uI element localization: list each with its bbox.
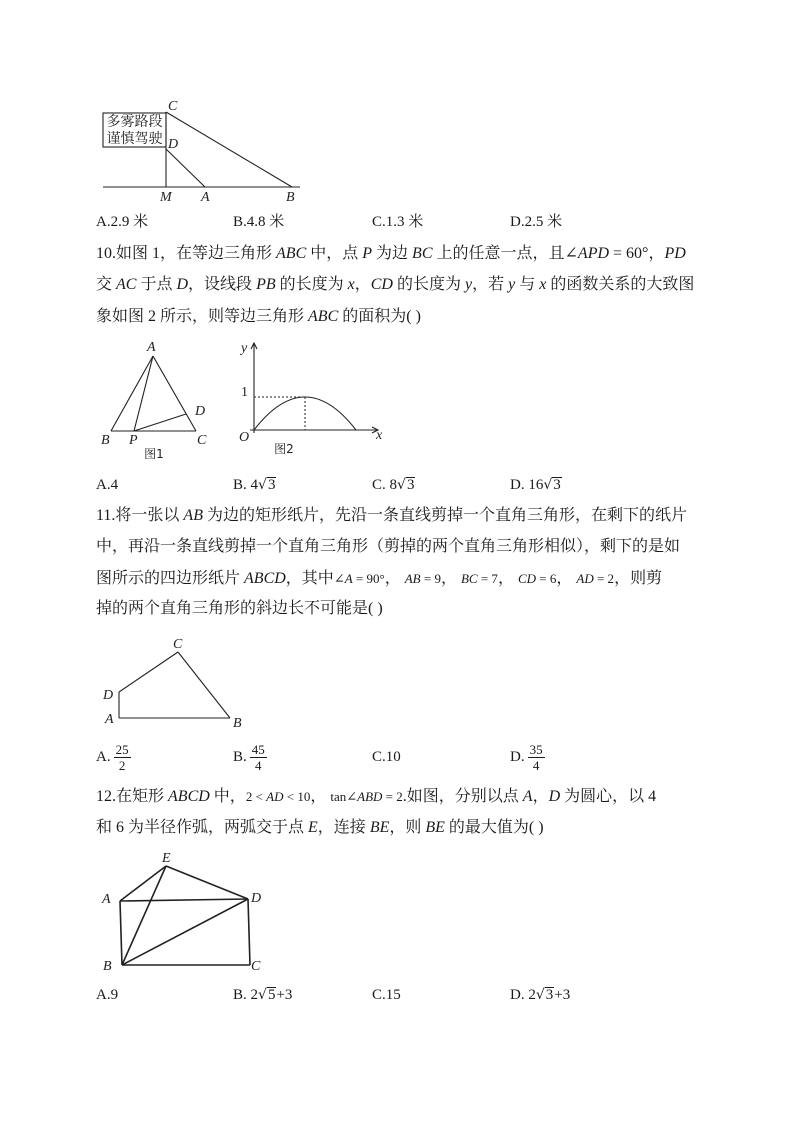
q12-option-c: C.15 bbox=[372, 987, 401, 1003]
point-label-E: E bbox=[162, 851, 171, 866]
q11-text-line2 bbox=[96, 537, 680, 557]
text-segment: 中，点 bbox=[306, 245, 363, 262]
segment-AB bbox=[111, 356, 153, 431]
text-segment: y bbox=[465, 276, 473, 293]
text-segment: ， bbox=[384, 570, 405, 587]
text-segment: ABC bbox=[276, 245, 307, 262]
y-tick-label: 1 bbox=[241, 385, 248, 400]
q9-option-d: D.2.5 米 bbox=[510, 214, 563, 230]
text-segment: ，其中 bbox=[285, 570, 334, 587]
text-segment: ， bbox=[354, 276, 371, 293]
q12-figure bbox=[101, 851, 261, 974]
figure-caption: 图2 bbox=[274, 442, 294, 456]
q11-option-a bbox=[96, 739, 131, 775]
text-segment: A bbox=[344, 571, 353, 586]
segment-DC bbox=[119, 652, 178, 692]
text-segment: 为圆心，以 4 bbox=[560, 788, 657, 805]
square-root bbox=[536, 985, 554, 1005]
option-letter: D. bbox=[510, 749, 525, 765]
text-segment: ，连接 bbox=[317, 819, 370, 836]
text-segment: AB bbox=[404, 571, 421, 586]
text-segment: = 9 bbox=[420, 571, 441, 586]
q10-text-line3 bbox=[96, 307, 421, 327]
text-segment: tan∠ bbox=[330, 789, 358, 804]
point-label-D: D bbox=[103, 688, 114, 703]
coefficient: 2 bbox=[250, 987, 259, 1003]
point-label-M: M bbox=[160, 190, 172, 205]
text-segment: ，则 bbox=[389, 819, 426, 836]
point-label-C: C bbox=[251, 959, 261, 974]
text-segment: = 60°， bbox=[609, 245, 665, 262]
q11-figure bbox=[102, 637, 242, 731]
segment-BD bbox=[122, 899, 248, 965]
text-segment: 于点 bbox=[136, 276, 177, 293]
text-segment: ∠ bbox=[333, 571, 345, 586]
segment-DC bbox=[248, 899, 250, 965]
text-segment: 为边 bbox=[372, 245, 413, 262]
text-segment: AC bbox=[116, 276, 137, 293]
q11-text-line4 bbox=[96, 599, 383, 619]
point-label-B: B bbox=[286, 190, 295, 205]
text-segment: x bbox=[347, 276, 355, 293]
text-segment: A bbox=[522, 788, 533, 805]
radical-sign: √ bbox=[258, 987, 267, 1003]
text-segment: D bbox=[548, 788, 561, 805]
text-segment: 掉的两个直角三角形的斜边长不可能是( ) bbox=[96, 600, 383, 617]
q10-option-a: A.4 bbox=[96, 477, 119, 493]
text-segment: E bbox=[308, 819, 318, 836]
segment-CB bbox=[178, 652, 230, 718]
radicand: 3 bbox=[267, 477, 276, 493]
text-segment: ， bbox=[310, 788, 331, 805]
text-segment: < 10 bbox=[283, 789, 311, 804]
text-segment: = 6 bbox=[536, 571, 557, 586]
tail-term: +3 bbox=[554, 987, 571, 1003]
text-segment: 为边的矩形纸片，先沿一条直线剪掉一个直角三角形，在剩下的纸片 bbox=[202, 507, 687, 524]
q11-option-b bbox=[233, 739, 267, 775]
numerator: 25 bbox=[115, 741, 129, 757]
text-segment: ABCD bbox=[168, 788, 210, 805]
square-root bbox=[543, 475, 561, 495]
q10-text-line2 bbox=[96, 275, 694, 295]
text-segment: 图所示的四边形纸片 bbox=[96, 570, 245, 587]
coefficient: 8 bbox=[389, 477, 398, 493]
fog-sign-text-line2: 谨慎驾驶 bbox=[106, 131, 163, 147]
q11-text-line1 bbox=[96, 506, 687, 526]
point-label-A: A bbox=[105, 712, 114, 727]
option-letter: C. bbox=[372, 477, 390, 493]
q11-option-c: C.10 bbox=[372, 749, 401, 765]
q12-text-line1 bbox=[96, 787, 656, 807]
segment-ED bbox=[166, 866, 248, 899]
square-root bbox=[258, 985, 276, 1005]
segment-PD bbox=[134, 414, 186, 431]
q10-option-c bbox=[372, 475, 415, 495]
figure-caption: 图1 bbox=[144, 447, 164, 461]
q10-option-b bbox=[233, 475, 276, 495]
text-segment: BC bbox=[460, 571, 478, 586]
square-root bbox=[397, 475, 415, 495]
text-segment: ， bbox=[497, 570, 518, 587]
text-segment: AD bbox=[576, 571, 594, 586]
text-segment: 的长度为 bbox=[275, 276, 348, 293]
text-segment: x bbox=[539, 276, 547, 293]
point-label-B: B bbox=[101, 433, 110, 448]
text-segment: AB bbox=[183, 507, 203, 524]
segment-AD bbox=[120, 899, 248, 901]
radicand: 3 bbox=[545, 987, 554, 1003]
text-segment: = 7 bbox=[477, 571, 498, 586]
q11-option-d bbox=[510, 739, 545, 775]
option-letter: B. bbox=[233, 749, 247, 765]
denominator: 4 bbox=[532, 757, 540, 773]
text-segment: 中， bbox=[209, 788, 246, 805]
text-segment: BC bbox=[412, 245, 433, 262]
text-segment: 中，再沿一条直线剪掉一个直角三角形（剪掉的两个直角三角形相似），剩下的是如 bbox=[96, 538, 681, 555]
point-label-C: C bbox=[173, 637, 183, 652]
text-segment: 12.在矩形 bbox=[96, 788, 169, 805]
point-label-C: C bbox=[168, 99, 178, 114]
q12-option-b bbox=[233, 985, 292, 1005]
radical-sign: √ bbox=[258, 477, 267, 493]
point-label-B: B bbox=[103, 959, 112, 974]
option-letter: D. bbox=[510, 987, 529, 1003]
text-segment: CD bbox=[517, 571, 537, 586]
q12-option-d bbox=[510, 985, 570, 1005]
q9-figure bbox=[103, 99, 300, 205]
text-segment: P bbox=[362, 245, 373, 262]
fog-sign-text-line1: 多雾路段 bbox=[106, 114, 163, 130]
text-segment: ABCD bbox=[244, 570, 286, 587]
q9-option-b: B.4.8 米 bbox=[233, 214, 285, 230]
fraction bbox=[250, 742, 267, 773]
text-segment: ABD bbox=[357, 789, 383, 804]
text-segment: 上的任意一点，且∠ bbox=[432, 245, 578, 262]
text-segment: PD bbox=[664, 245, 686, 262]
origin-label: O bbox=[239, 430, 250, 445]
option-letter: A. bbox=[96, 749, 111, 765]
square-root bbox=[258, 475, 276, 495]
text-segment: PB bbox=[256, 276, 276, 293]
q10-figure1 bbox=[101, 340, 207, 461]
text-segment: ， bbox=[556, 570, 577, 587]
text-segment: = 90° bbox=[352, 571, 385, 586]
coefficient: 2 bbox=[528, 987, 536, 1003]
text-segment: 的最大值为( ) bbox=[444, 819, 544, 836]
q12-text-line2 bbox=[96, 818, 544, 838]
text-segment: 的面积为( ) bbox=[338, 308, 421, 325]
q10-figure2 bbox=[239, 341, 383, 456]
option-letter: B. bbox=[233, 477, 251, 493]
text-segment: 的长度为 bbox=[392, 276, 465, 293]
radical-sign: √ bbox=[535, 987, 545, 1003]
text-segment: ABC bbox=[308, 308, 339, 325]
segment-DA bbox=[166, 149, 205, 187]
point-label-A: A bbox=[201, 190, 210, 205]
text-segment: AD bbox=[266, 789, 284, 804]
text-segment: y bbox=[508, 276, 516, 293]
q10-text-line1 bbox=[96, 244, 686, 264]
text-segment: 11.将一张以 bbox=[96, 507, 184, 524]
fraction bbox=[114, 742, 131, 773]
point-label-C: C bbox=[197, 433, 207, 448]
segment-EB bbox=[122, 866, 166, 965]
text-segment: = 2 bbox=[382, 789, 403, 804]
text-segment: ，则剪 bbox=[614, 570, 663, 587]
radicand: 3 bbox=[406, 477, 415, 493]
text-segment: BE bbox=[369, 819, 390, 836]
radicand: 3 bbox=[553, 477, 561, 493]
text-segment: 象如图 2 所示，则等边三角形 bbox=[96, 308, 309, 325]
numerator: 35 bbox=[529, 741, 543, 757]
point-label-D: D bbox=[195, 404, 206, 419]
x-axis-label: x bbox=[376, 428, 383, 443]
point-label-P: P bbox=[129, 433, 138, 448]
text-segment: 的函数关系的大致图 bbox=[546, 276, 695, 293]
point-label-D: D bbox=[168, 137, 179, 152]
denominator: 4 bbox=[255, 757, 262, 773]
point-label-A: A bbox=[102, 892, 111, 907]
coefficient: 16 bbox=[528, 477, 544, 493]
radicand: 5 bbox=[267, 987, 276, 1003]
segment-AC bbox=[153, 356, 196, 431]
text-segment: = 2 bbox=[593, 571, 615, 586]
text-segment: D bbox=[176, 276, 189, 293]
q9-option-c: C.1.3 米 bbox=[372, 214, 424, 230]
text-segment: ， bbox=[532, 788, 549, 805]
tail-term: +3 bbox=[276, 987, 293, 1003]
segment-CB bbox=[166, 112, 292, 187]
point-label-A: A bbox=[147, 340, 156, 355]
option-letter: B. bbox=[233, 987, 251, 1003]
q11-text-line3 bbox=[96, 569, 662, 589]
text-segment: 10.如图 1，在等边三角形 bbox=[96, 245, 277, 262]
point-label-B: B bbox=[233, 716, 242, 731]
q10-option-d bbox=[510, 475, 562, 495]
text-segment: 与 bbox=[515, 276, 540, 293]
text-segment: ， bbox=[440, 570, 461, 587]
denominator: 2 bbox=[118, 757, 126, 773]
radical-sign: √ bbox=[543, 477, 553, 493]
q12-option-a: A.9 bbox=[96, 987, 119, 1003]
coefficient: 4 bbox=[250, 477, 259, 493]
text-segment: BE bbox=[425, 819, 445, 836]
text-segment: ，若 bbox=[472, 276, 509, 293]
text-segment: CD bbox=[370, 276, 393, 293]
segment-AP bbox=[134, 356, 153, 431]
q9-option-a: A.2.9 米 bbox=[96, 214, 149, 230]
text-segment: ，设线段 bbox=[188, 276, 257, 293]
radical-sign: √ bbox=[397, 477, 406, 493]
point-label-D: D bbox=[251, 891, 262, 906]
text-segment: 交 bbox=[96, 276, 117, 293]
text-segment: 2 < bbox=[245, 789, 267, 804]
segment-AE bbox=[120, 866, 166, 901]
text-segment: APD bbox=[577, 245, 610, 262]
fraction bbox=[528, 742, 545, 773]
numerator: 45 bbox=[251, 741, 265, 757]
text-segment: .如图，分别以点 bbox=[402, 788, 523, 805]
segment-AB bbox=[120, 901, 122, 965]
text-segment: 和 6 为半径作弧，两弧交于点 bbox=[96, 819, 309, 836]
y-axis-label: y bbox=[241, 341, 248, 356]
option-letter: D. bbox=[510, 477, 529, 493]
